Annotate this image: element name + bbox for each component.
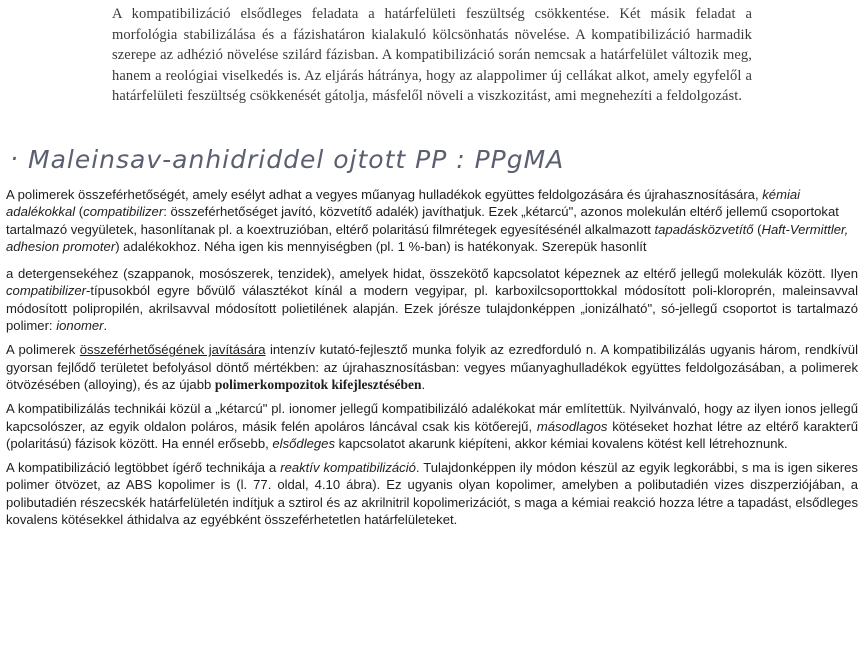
emphasis: reaktív kompatibilizáció: [280, 460, 416, 476]
text-run: A kompatibilizáció legtöbbet ígérő technikája a: [6, 460, 281, 476]
bold-serif-text: polimerkompozitok kifejlesztésében: [214, 376, 422, 392]
text-run: . Tulajdonképpen ily módon készül az egyik legkorábbi, s ma is igen sikeres polimer ötvözet, az ABS kopolimer is (l. 77. oldal, 4.10 ábra). Ez ugyanis olyan kopolimer, amelyben a polibutadién vizes diszperziójában, a polibutadién részecskék határfelületén indítjuk a sztirol és az akrilnitril kopolimerizációt, s maga a kémiai reakció hozza létre a tapadást, elsődleges kovalens kötésekkel áthidalva az egyébként összeférhetetlen határfelületeket.: [6, 460, 858, 528]
emphasis: compatibilizer: [83, 204, 164, 220]
scanned-paragraph: A kompatibilizáció elsődleges feladata a határfelületi feszültség csökkentése. Két másik feladat a morfológia stabilizálása és a fázishatáron kialakuló kölcsönhatás növelése. A kompatibilizáció harmadik szerepe az adhézió növelése szilárd fázisban. A kompatibilizáció során nemcsak a határfelület változik meg, hanem a reológiai viselkedés is. Az eljárás hátránya, hogy az alappolimer új cellákat alkot, amely egyfelől a határfelületi feszültség csökkenését gátolja, másfelől növeli a viszkozitást, ami megnehezíti a feldolgozást.: [112, 6, 752, 104]
text-run: .: [421, 376, 426, 392]
text-run: : összeférhetőséget javító, közvetítő adalék) javíthatjuk. Ezek „kétarcú", azonos molekulán eltérő jellemű csoportokat tartalmazó vegyületek, hasonlítanak pl. a koextruzióban, eltérő polaritású filmrétegek egyesítésénél alkalmazott: [6, 204, 839, 237]
text-run: kapcsolatot akarunk kiépíteni, akkor kémiai kovalens kötést kell létrehoznunk.: [335, 435, 788, 451]
text-run: ) adalékokhoz. Néha igen kis mennyiségben (pl. 1 %-ban) is hatékonyak. Szerepük hasonlít: [115, 238, 647, 254]
paragraph-2: [6, 265, 858, 334]
text-run: (: [753, 221, 762, 237]
paragraph-3: [6, 341, 858, 393]
scanned-textbook-excerpt: [112, 4, 752, 107]
handwritten-note: [10, 140, 570, 180]
emphasis: compatibilizer: [6, 283, 87, 299]
underlined-text: összeférhetőségének javítására: [79, 342, 266, 358]
text-run: a detergensekéhez (szappanok, mosószerek, tenzidek), amelyek hidat, összekötő kapcsolatot képeznek az eltérő jellegű molekulák között. Ilyen: [6, 266, 858, 282]
handwritten-note-text: Maleinsav-anhidriddel ojtott PP : PPgMA: [28, 145, 565, 174]
document-body: [6, 186, 858, 535]
text-run: A polimerek összeférhetőségét, amely esélyt adhat a vegyes műanyag hulladékok együttes feldolgozására és újrahasznosítására,: [6, 187, 763, 202]
paragraph-5: [6, 459, 858, 528]
emphasis: tapadásközvetítő: [654, 221, 754, 237]
text-run: (: [75, 204, 84, 220]
emphasis: elsődleges: [272, 435, 335, 451]
text-run: A kompatibilizálás technikái közül a „kétarcú" pl. ionomer jellegű kompatibilizáló adalékokat már említettük. Nyilvánvaló, hogy az ilyen ionos jellegű kapcsolószer, az egyik oldalon poláros, másik felén apoláros láncával csak kis kötőerejű,: [6, 401, 858, 434]
text-run: A polimerek: [6, 342, 80, 358]
text-run: -típusokból egyre bővülő választékot kínál a modern vegyipar, pl. karboxilcsoporttokkal módosított poli-kloroprén, maleinsavval módosított polipropilén, akrilsavval módosított polietilének alapján. Ezek jórésze tulajdonképpen „ionizálható", só-jellegű csoportot is tartalmazó polimer:: [6, 283, 858, 334]
emphasis: Haft-Vermittler, adhesion promoter: [6, 221, 849, 254]
emphasis: kémiai adalékokkal: [6, 187, 801, 220]
paragraph-4: [6, 400, 858, 452]
text-run: intenzív kutató-fejlesztő munka folyik az ezredforduló n. A kompatibilizálás ugyanis három, rendkívül gyorsan fejlődő területet befolyásol döntő mértékben: az újrahasznosításban: vegyes műanyaghulladékok együttes feldolgozásában, a polimerek ötvözésében (alloying), és az újabb: [6, 342, 858, 392]
paragraph-1: [6, 186, 858, 255]
emphasis: másodlagos: [536, 418, 608, 434]
text-run: .: [103, 318, 108, 334]
handwritten-bullet: ·: [10, 144, 19, 173]
text-run: kötéseket hozhat létre az eltérő karakterű (polaritású) fázisok között. Ha ennél erősebb,: [6, 418, 858, 451]
emphasis: ionomer: [56, 318, 104, 334]
